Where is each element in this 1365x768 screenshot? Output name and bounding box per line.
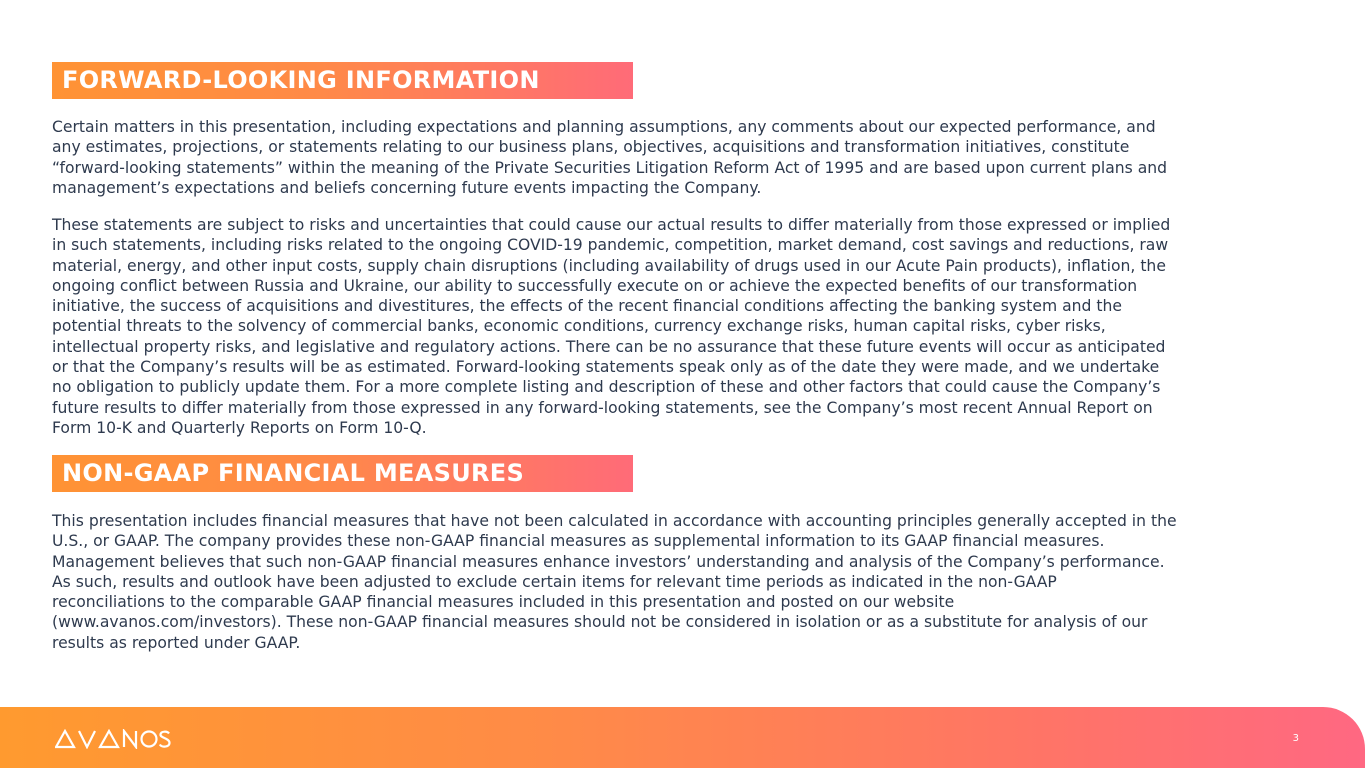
- forward-looking-heading: FORWARD-LOOKING INFORMATION: [52, 62, 633, 99]
- avanos-logo: [55, 727, 171, 751]
- avanos-logo-icon: [55, 729, 171, 749]
- non-gaap-heading: NON-GAAP FINANCIAL MEASURES: [52, 455, 633, 492]
- page-number: 3: [1292, 733, 1299, 744]
- forward-looking-paragraph-1: Certain matters in this presentation, including expectations and planning assumptions, any comments about our expected performance, and any estimates, projections, or statements relating to our business plans, objectives, acquisitions and transformation initiatives, constitute “forward-looking statements” within the meaning of the Private Securities Litigation Reform Act of 1995 and are based upon current plans and management’s expectations and beliefs concerning future events impacting the Company.: [52, 118, 1168, 197]
- non-gaap-paragraph: This presentation includes financial measures that have not been calculated in accordance with accounting principles generally accepted in the U.S., or GAAP. The company provides these non-GAAP financial measures as supplemental information to its GAAP financial measures. Management believes that such non-GAAP financial measures enhance investors’ understanding and analysis of the Company’s performance. As such, results and outlook have been adjusted to exclude certain items for relevant time periods as indicated in the non-GAAP reconciliations to the comparable GAAP financial measures included in this presentation and posted on our website (www.avanos.com/investors). These non-GAAP financial measures should not be considered in isolation or as a substitute for analysis of our results as reported under GAAP.: [52, 512, 1177, 652]
- footer-bar: [0, 707, 1365, 768]
- forward-looking-paragraph-2: These statements are subject to risks and uncertainties that could cause our actual results to differ materially from those expressed or implied in such statements, including risks related to the ongoing COVID-19 pandemic, competition, market demand, cost savings and reductions, raw material, energy, and other input costs, supply chain disruptions (including availability of drugs used in our Acute Pain products), inflation, the ongoing conflict between Russia and Ukraine, our ability to successfully execute on or achieve the expected benefits of our transformation initiative, the success of acquisitions and divestitures, the effects of the recent financial conditions affecting the banking system and the potential threats to the solvency of commercial banks, economic conditions, currency exchange risks, human capital risks, cyber risks, intellectual property risks, and legislative and regulatory actions. There can be no assurance that these future events will occur as anticipated or that the Company’s results will be as estimated. Forward-looking statements speak only as of the date they were made, and we undertake no obligation to publicly update them. For a more complete listing and description of these and other factors that could cause the Company’s future results to differ materially from those expressed in any forward-looking statements, see the Company’s most recent Annual Report on Form 10-K and Quarterly Reports on Form 10-Q.: [52, 216, 1171, 437]
